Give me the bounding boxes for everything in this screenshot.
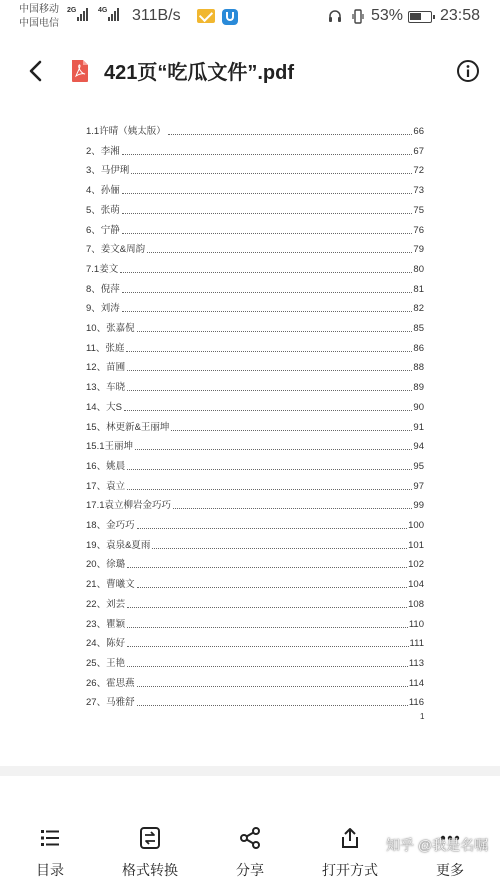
list-icon — [38, 826, 62, 850]
toc-entry-title: 22、刘芸 — [86, 598, 126, 610]
toc-entry-page: 99 — [413, 500, 424, 512]
toc-entry[interactable] — [86, 258, 424, 276]
toc-leader-dots — [122, 192, 413, 194]
toc-leader-dots — [122, 291, 413, 293]
carrier-names — [19, 3, 59, 31]
toc-entry[interactable] — [86, 435, 424, 453]
toc-button[interactable] — [5, 826, 95, 886]
network-type-2: 4G — [98, 7, 108, 14]
back-arrow-icon[interactable] — [24, 58, 50, 84]
toc-entry[interactable] — [86, 140, 424, 158]
toc-entry-page: 95 — [413, 460, 424, 472]
toc-entry-title: 7、姜文&周韵 — [86, 244, 146, 256]
toc-entry[interactable] — [86, 672, 424, 690]
toc-entry-title: 13、车晓 — [86, 382, 126, 394]
toc-entry-page: 72 — [413, 165, 424, 177]
document-title: 421页“吃瓜文件”.pdf — [104, 62, 295, 84]
toc-leader-dots — [122, 232, 413, 234]
toc-entry-title: 20、徐璐 — [86, 559, 126, 571]
network-type-1: 2G — [67, 7, 77, 14]
toc-entry-title: 15、林更新&王丽坤 — [86, 421, 170, 433]
battery-icon — [408, 11, 432, 23]
toc-label: 目录 — [36, 862, 64, 878]
toc-entry[interactable] — [86, 199, 424, 217]
toc-entry[interactable] — [86, 553, 424, 571]
toc-entry-title: 1.1许晴（姨太版） — [86, 126, 166, 137]
battery-percent: 53% — [371, 7, 404, 24]
toc-entry-title: 3、马伊琍 — [86, 165, 130, 177]
toc-leader-dots — [137, 527, 408, 529]
toc-leader-dots — [127, 606, 407, 608]
pdf-page — [76, 116, 436, 721]
share-label: 分享 — [236, 862, 264, 878]
toc-entry[interactable] — [86, 120, 424, 138]
notification-shield-icon — [222, 9, 238, 25]
toc-entry-title: 11、张庭 — [86, 342, 125, 354]
vibrate-icon — [352, 9, 364, 24]
toc-entry-page: 111 — [409, 638, 424, 650]
toc-entry-title: 9、刘涛 — [86, 303, 120, 315]
page-footer-number: 1 — [420, 712, 425, 721]
toc-entry-title: 8、倪萍 — [86, 283, 120, 295]
pdf-viewer[interactable] — [0, 106, 500, 766]
toc-entry[interactable] — [86, 396, 424, 414]
convert-button[interactable] — [105, 826, 195, 886]
toc-entry-title: 21、曹曦文 — [86, 579, 135, 591]
toc-entry-page: 88 — [413, 362, 424, 374]
share-icon — [238, 826, 262, 850]
toc-entry-page: 100 — [408, 520, 424, 531]
toc-entry-title: 18、金巧巧 — [86, 520, 135, 531]
toc-entry-page: 94 — [413, 441, 424, 453]
toc-entry[interactable] — [86, 337, 424, 355]
toc-entry-page: 108 — [408, 598, 424, 610]
toc-leader-dots — [127, 389, 412, 391]
toc-entry[interactable] — [86, 494, 424, 512]
toc-leader-dots — [131, 172, 412, 174]
toc-entry[interactable] — [86, 159, 424, 177]
toc-entry-page: 110 — [408, 618, 424, 630]
toc-entry[interactable] — [86, 376, 424, 394]
toc-entry-title: 19、袁泉&夏雨 — [86, 539, 151, 551]
toc-entry[interactable] — [86, 475, 424, 493]
toc-leader-dots — [124, 409, 413, 411]
toc-leader-dots — [173, 507, 412, 509]
toc-entry[interactable] — [86, 278, 424, 296]
toc-entry[interactable] — [86, 297, 424, 315]
toc-entry[interactable] — [86, 356, 424, 374]
toc-leader-dots — [122, 153, 413, 155]
toolbar-divider — [0, 766, 500, 776]
toc-leader-dots — [147, 251, 412, 253]
carrier-2: 中国电信 — [19, 18, 59, 29]
toc-entry-page: 101 — [408, 539, 424, 551]
toc-leader-dots — [127, 665, 408, 667]
toc-leader-dots — [171, 429, 412, 431]
toc-leader-dots — [137, 586, 408, 588]
notification-mail-icon — [197, 9, 215, 23]
toc-entry-page: 82 — [413, 303, 424, 315]
toc-leader-dots — [120, 271, 412, 273]
toc-entry-page: 116 — [408, 697, 424, 709]
headset-icon — [328, 9, 342, 23]
toc-leader-dots — [127, 369, 412, 371]
toc-leader-dots — [122, 212, 413, 214]
bottom-toolbar — [0, 776, 500, 888]
toc-entry-title: 5、张萌 — [86, 204, 120, 216]
toc-leader-dots — [168, 133, 413, 135]
toc-entry[interactable] — [86, 593, 424, 611]
toc-entry-page: 113 — [408, 657, 424, 669]
toc-entry-title: 12、苗圃 — [86, 362, 126, 374]
toc-entry[interactable] — [86, 691, 424, 709]
toc-leader-dots — [122, 310, 413, 312]
open-with-button[interactable] — [305, 826, 395, 886]
toc-entry-page: 114 — [408, 677, 424, 689]
toc-entry-title: 14、大S — [86, 401, 122, 413]
convert-label: 格式转换 — [122, 862, 178, 878]
more-label: 更多 — [436, 862, 464, 878]
toc-leader-dots — [152, 547, 407, 549]
toc-entry-title: 16、姚晨 — [86, 460, 126, 472]
toc-leader-dots — [127, 566, 407, 568]
network-speed: 311B/s — [132, 7, 181, 24]
toc-entry[interactable] — [86, 613, 424, 631]
carrier-1: 中国移动 — [19, 4, 59, 15]
toc-entry-page: 104 — [408, 579, 424, 591]
toc-entry-title: 25、王艳 — [86, 657, 126, 669]
toc-entry-page: 86 — [413, 342, 424, 354]
open-with-label: 打开方式 — [322, 862, 378, 878]
toc-leader-dots — [127, 468, 412, 470]
toc-entry[interactable] — [86, 416, 424, 434]
toc-entry-page: 90 — [413, 401, 424, 413]
toc-entry[interactable] — [86, 534, 424, 552]
watermark: 知乎 @我是名嘱 — [386, 837, 489, 853]
clock: 23:58 — [440, 7, 481, 24]
toc-entry-title: 17、袁立 — [86, 480, 126, 492]
toc-entry[interactable] — [86, 179, 424, 197]
toc-entry-title: 6、宁静 — [86, 224, 120, 236]
toc-entry[interactable] — [86, 573, 424, 591]
toc-entry[interactable] — [86, 652, 424, 670]
toc-entry-page: 102 — [408, 559, 424, 571]
toc-entry[interactable] — [86, 219, 424, 237]
toc-entry[interactable] — [86, 238, 424, 256]
toc-entry-title: 23、瞿颖 — [86, 618, 126, 630]
toc-entry-title: 26、霍思燕 — [86, 677, 135, 689]
toc-leader-dots — [127, 488, 412, 490]
toc-entry-page: 85 — [413, 323, 424, 334]
status-bar — [0, 0, 500, 36]
toc-leader-dots — [137, 685, 408, 687]
toc-entry-page: 97 — [413, 480, 424, 492]
toc-entry[interactable] — [86, 632, 424, 650]
convert-icon — [138, 826, 162, 850]
app-bar — [0, 36, 500, 106]
toc-entry-title: 4、孙俪 — [86, 185, 120, 197]
toc-leader-dots — [137, 330, 413, 332]
toc-entry-page: 73 — [413, 185, 424, 197]
toc-entry-page: 81 — [413, 283, 424, 295]
open-with-icon — [338, 826, 362, 850]
toc-entry-title: 2、李湘 — [86, 145, 120, 157]
toc-entry[interactable] — [86, 514, 424, 532]
toc-entry-page: 67 — [413, 145, 424, 157]
toc-entry-page: 66 — [413, 126, 424, 137]
toc-entry-page: 91 — [413, 421, 424, 433]
toc-entry[interactable] — [86, 455, 424, 473]
toc-entry-page: 89 — [413, 382, 424, 394]
toc-entry-title: 17.1袁立柳岩金巧巧 — [86, 500, 171, 512]
toc-entry-page: 80 — [413, 263, 424, 275]
toc-entry-page: 76 — [413, 224, 424, 236]
toc-leader-dots — [137, 704, 408, 706]
toc-leader-dots — [126, 350, 412, 352]
pdf-file-icon — [70, 59, 90, 83]
toc-entry-title: 7.1姜文 — [86, 263, 119, 275]
toc-entry-page: 79 — [413, 244, 424, 256]
share-button[interactable] — [205, 826, 295, 886]
toc-entry-title: 27、马雅舒 — [86, 697, 135, 709]
toc-leader-dots — [127, 645, 408, 647]
toc-entry-title: 24、陈好 — [86, 638, 126, 650]
toc-entry[interactable] — [86, 317, 424, 335]
info-icon[interactable] — [456, 59, 480, 83]
signal-1-icon — [77, 7, 88, 21]
toc-leader-dots — [127, 626, 408, 628]
toc-entry-title: 15.1王丽坤 — [86, 441, 133, 453]
toc-entry-page: 75 — [413, 204, 424, 216]
toc-entry-title: 10、张嘉倪 — [86, 323, 135, 334]
signal-2-icon — [108, 7, 119, 21]
toc-leader-dots — [135, 448, 412, 450]
